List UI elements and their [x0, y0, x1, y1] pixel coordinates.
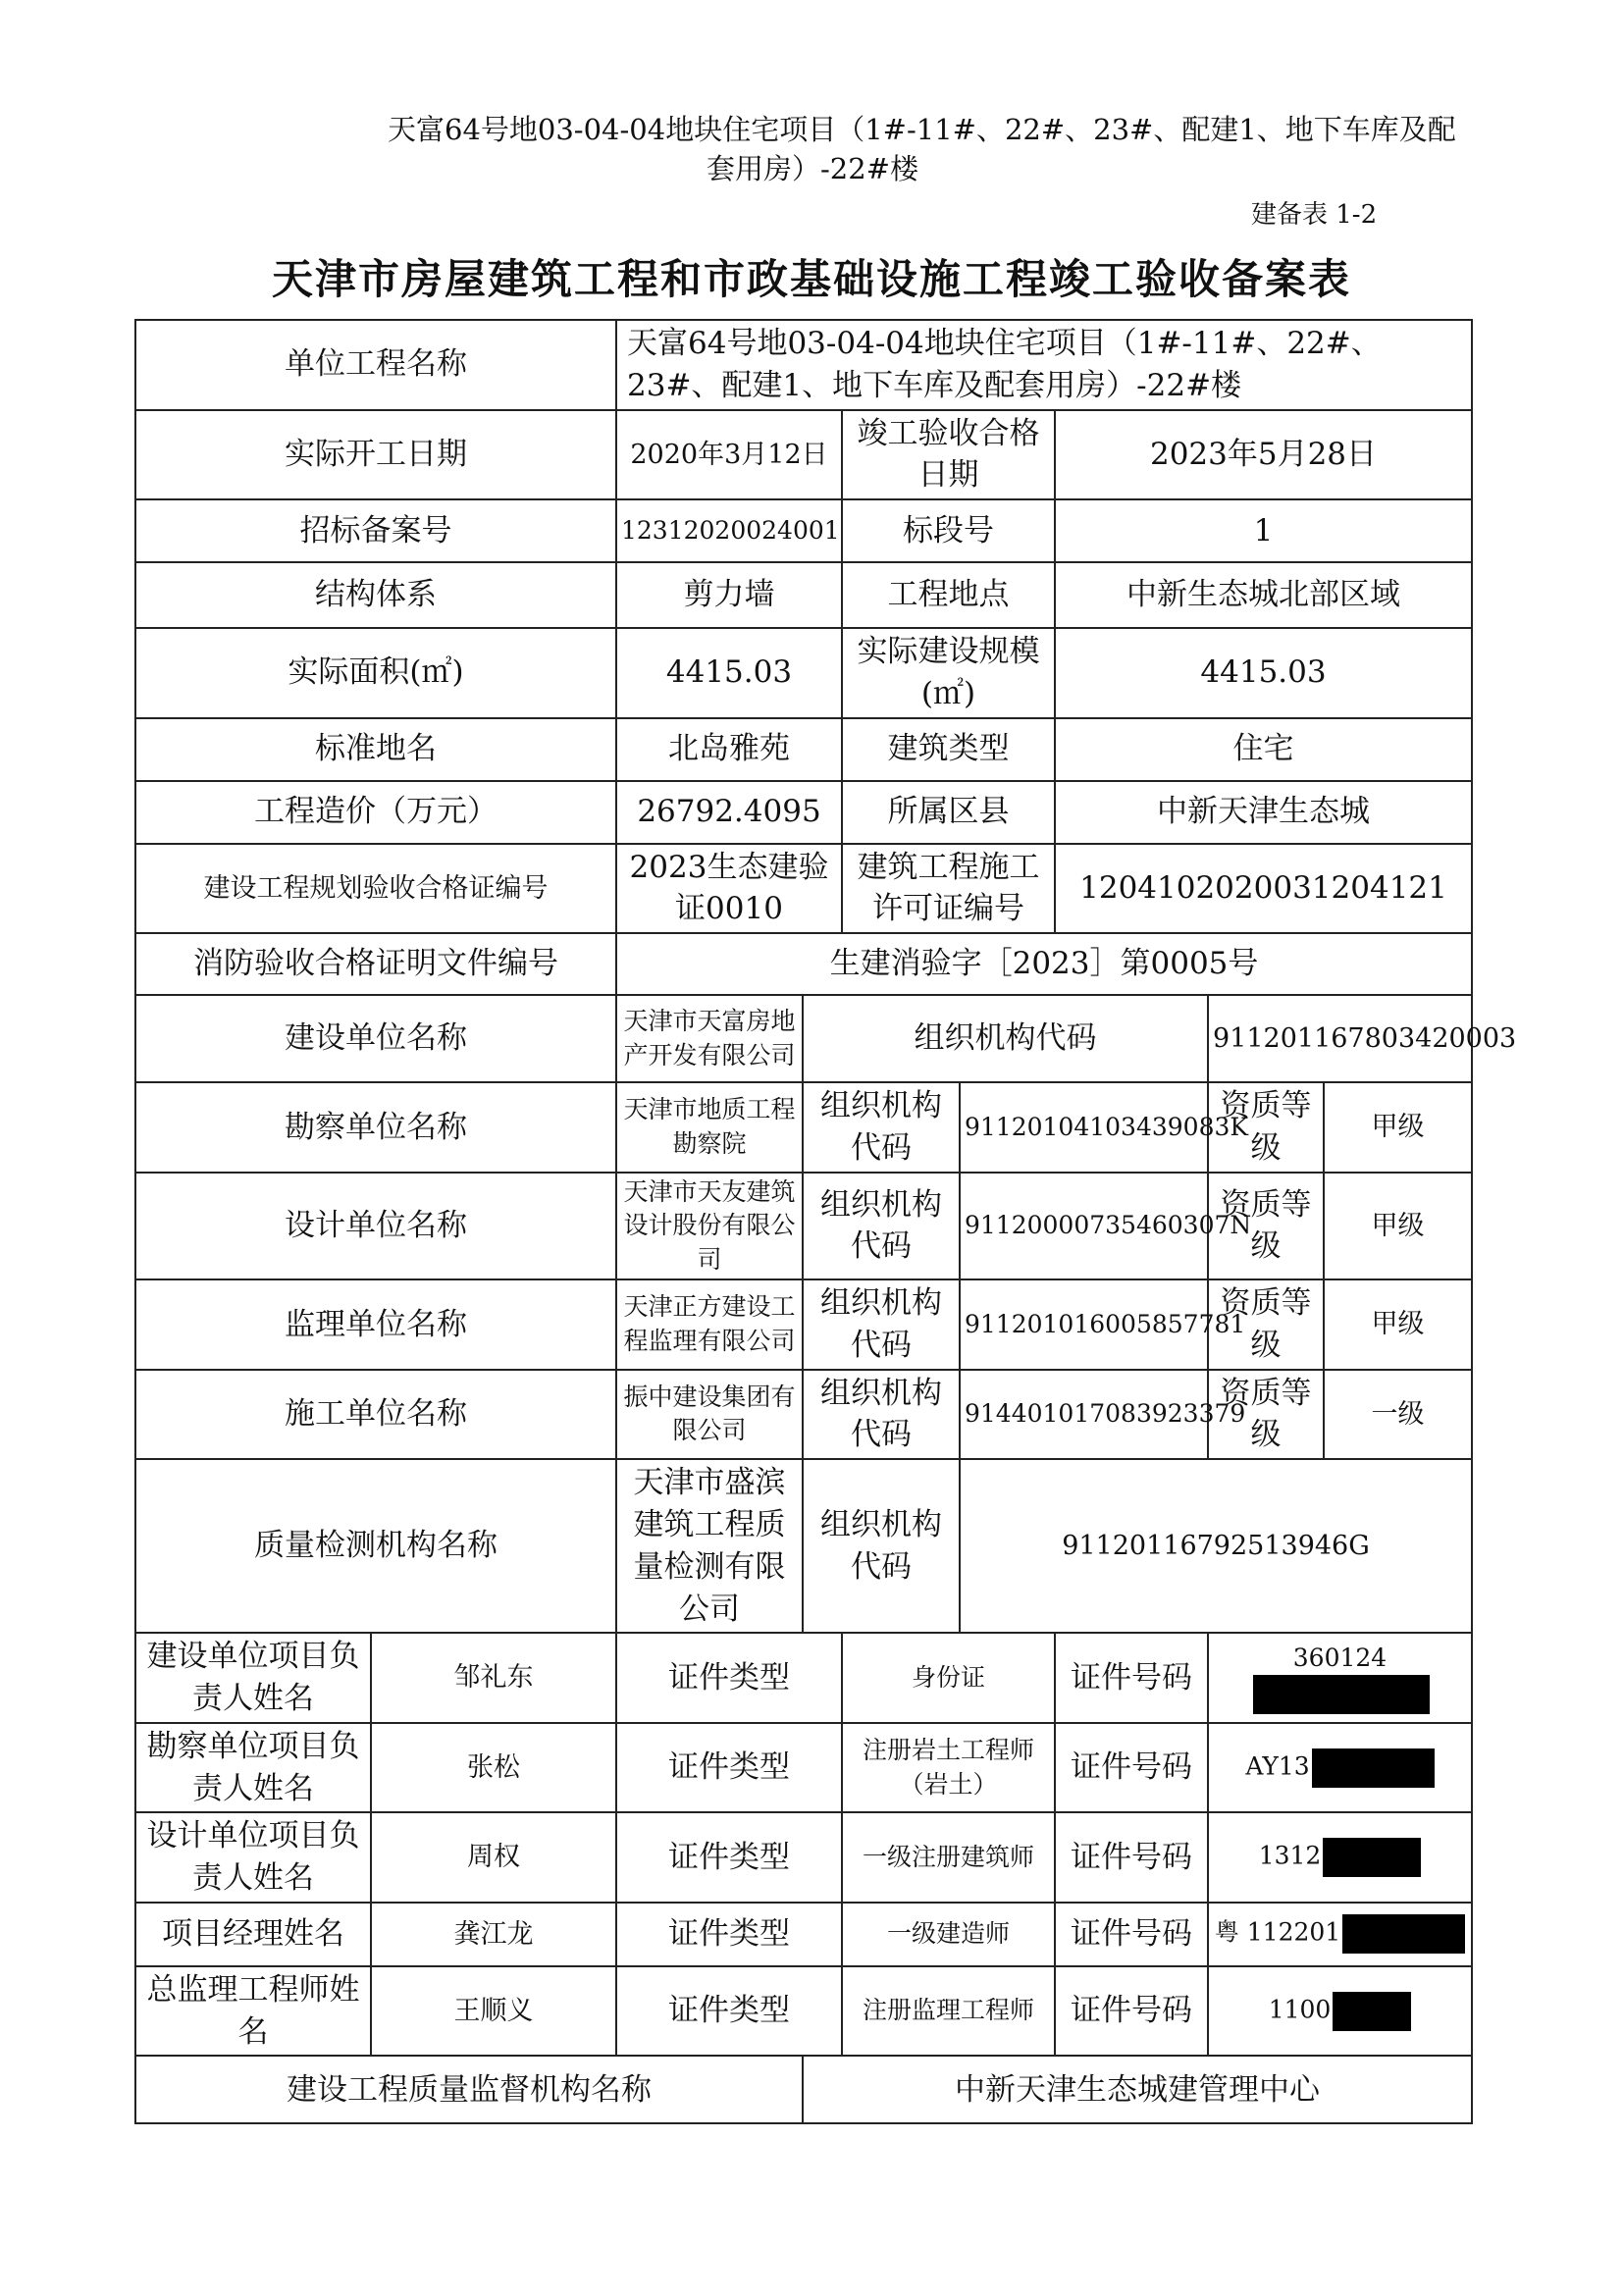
place-name-label: 标准地名: [135, 718, 616, 781]
cert-type-label: 证件类型: [616, 1723, 842, 1813]
cert-type-label: 证件类型: [616, 1966, 842, 2057]
cert-no-label: 证件号码: [1055, 1723, 1208, 1813]
survey-qual: 甲级: [1324, 1082, 1472, 1173]
row-project-name: [135, 320, 1472, 410]
row-fire: [135, 933, 1472, 995]
person-cert-no-cell: [1208, 1633, 1472, 1723]
person-cert-no-cell: [1208, 1812, 1472, 1903]
supervisor-qual-label: 资质等级: [1208, 1279, 1324, 1370]
constructor-label: 施工单位名称: [135, 1370, 616, 1460]
builder-code-label: 组织机构代码: [803, 995, 1208, 1082]
start-date-label: 实际开工日期: [135, 410, 616, 500]
cert-type-label: 证件类型: [616, 1903, 842, 1966]
person-role: 设计单位项目负责人姓名: [135, 1812, 371, 1903]
supervisor-label: 监理单位名称: [135, 1279, 616, 1370]
project-name-label: 单位工程名称: [135, 320, 616, 410]
place-name-value: 北岛雅苑: [616, 718, 842, 781]
project-header-line-2: 套用房）-22#楼: [707, 152, 918, 185]
design-qual-label: 资质等级: [1208, 1173, 1324, 1280]
redaction-bar: [1323, 1838, 1421, 1877]
row-planning: [135, 844, 1472, 934]
cert-no-label: 证件号码: [1055, 1812, 1208, 1903]
permit-label: 建筑工程施工许可证编号: [842, 844, 1055, 934]
supervision-value: 中新天津生态城建管理中心: [803, 2056, 1472, 2123]
person-cert-no: 1312: [1258, 1841, 1322, 1870]
cost-value: 26792.4095: [616, 781, 842, 844]
person-cert-no: 360124: [1292, 1643, 1387, 1672]
redaction-bar: [1253, 1675, 1430, 1714]
scale-label: 实际建设规模(㎡): [842, 628, 1055, 718]
testing-label: 质量检测机构名称: [135, 1459, 616, 1633]
cert-no-label: 证件号码: [1055, 1633, 1208, 1723]
form-number: 建备表 1-2: [1251, 200, 1378, 230]
person-cert-type: 一级注册建筑师: [842, 1812, 1055, 1903]
person-cert-type: 身份证: [842, 1633, 1055, 1723]
cert-type-label: 证件类型: [616, 1812, 842, 1903]
structure-value: 剪力墙: [616, 562, 842, 628]
row-place: [135, 718, 1472, 781]
person-row: [135, 1903, 1472, 1966]
accept-date-label: 竣工验收合格日期: [842, 410, 1055, 500]
bid-no-value: 12312020024001: [616, 499, 842, 562]
row-supervision: [135, 2056, 1472, 2123]
row-structure: [135, 562, 1472, 628]
survey-qual-label: 资质等级: [1208, 1082, 1324, 1173]
person-cert-type: 注册岩土工程师（岩土）: [842, 1723, 1055, 1813]
person-row: [135, 1812, 1472, 1903]
design-qual: 甲级: [1324, 1173, 1472, 1280]
constructor-name: 振中建设集团有限公司: [616, 1370, 803, 1460]
location-value: 中新生态城北部区域: [1055, 562, 1472, 628]
structure-label: 结构体系: [135, 562, 616, 628]
planning-cert-value: 2023生态建验证0010: [616, 844, 842, 934]
building-type-value: 住宅: [1055, 718, 1472, 781]
person-cert-no-cell: [1208, 1903, 1472, 1966]
survey-label: 勘察单位名称: [135, 1082, 616, 1173]
person-cert-no: AY13: [1245, 1751, 1310, 1781]
person-name: 龚江龙: [371, 1903, 616, 1966]
cost-label: 工程造价（万元）: [135, 781, 616, 844]
supervisor-name: 天津正方建设工程监理有限公司: [616, 1279, 803, 1370]
row-supervisor: [135, 1279, 1472, 1370]
accept-date-value: 2023年5月28日: [1055, 410, 1472, 500]
person-name: 周权: [371, 1812, 616, 1903]
supervisor-qual: 甲级: [1324, 1279, 1472, 1370]
design-code: 91120000735460307N: [960, 1173, 1208, 1280]
area-label: 实际面积(㎡): [135, 628, 616, 718]
section-label: 标段号: [842, 499, 1055, 562]
project-name-value: 天富64号地03-04-04地块住宅项目（1#-11#、22#、23#、配建1、地下车库及配套用房）-22#楼: [616, 320, 1472, 410]
cert-no-label: 证件号码: [1055, 1903, 1208, 1966]
builder-code: 911201167803420003: [1208, 995, 1472, 1082]
person-name: 邹礼东: [371, 1633, 616, 1723]
person-row: [135, 1633, 1472, 1723]
survey-name: 天津市地质工程勘察院: [616, 1082, 803, 1173]
redaction-bar: [1333, 1992, 1411, 2031]
person-row: [135, 1723, 1472, 1813]
row-testing: [135, 1459, 1472, 1633]
row-bid: [135, 499, 1472, 562]
constructor-qual: 一级: [1324, 1370, 1472, 1460]
testing-code-label: 组织机构代码: [803, 1459, 960, 1633]
builder-label: 建设单位名称: [135, 995, 616, 1082]
person-cert-no-cell: [1208, 1966, 1472, 2057]
project-header-line-1: 天富64号地03-04-04地块住宅项目（1#-11#、22#、23#、配建1、地下车库及配: [388, 113, 1456, 146]
page-title: 天津市房屋建筑工程和市政基础设施工程竣工验收备案表: [271, 255, 1351, 303]
constructor-code-label: 组织机构代码: [803, 1370, 960, 1460]
person-role: 勘察单位项目负责人姓名: [135, 1723, 371, 1813]
scale-value: 4415.03: [1055, 628, 1472, 718]
location-label: 工程地点: [842, 562, 1055, 628]
person-cert-no: 1100: [1268, 1995, 1332, 2024]
row-survey: [135, 1082, 1472, 1173]
row-cost: [135, 781, 1472, 844]
survey-code-label: 组织机构代码: [803, 1082, 960, 1173]
person-role: 总监理工程师姓名: [135, 1966, 371, 2057]
fire-label: 消防验收合格证明文件编号: [135, 933, 616, 995]
start-date-value: 2020年3月12日: [616, 410, 842, 500]
planning-cert-label: 建设工程规划验收合格证编号: [135, 844, 616, 934]
person-name: 王顺义: [371, 1966, 616, 2057]
design-name: 天津市天友建筑设计股份有限公司: [616, 1173, 803, 1280]
person-row: [135, 1966, 1472, 2057]
supervisor-code-label: 组织机构代码: [803, 1279, 960, 1370]
person-role: 建设单位项目负责人姓名: [135, 1633, 371, 1723]
constructor-qual-label: 资质等级: [1208, 1370, 1324, 1460]
design-label: 设计单位名称: [135, 1173, 616, 1280]
person-cert-type: 一级建造师: [842, 1903, 1055, 1966]
row-dates: [135, 410, 1472, 500]
row-builder: [135, 995, 1472, 1082]
person-name: 张松: [371, 1723, 616, 1813]
constructor-code: 914401017083923379: [960, 1370, 1208, 1460]
district-label: 所属区县: [842, 781, 1055, 844]
row-design: [135, 1173, 1472, 1280]
redaction-bar: [1342, 1914, 1465, 1954]
builder-name: 天津市天富房地产开发有限公司: [616, 995, 803, 1082]
person-cert-type: 注册监理工程师: [842, 1966, 1055, 2057]
supervision-label: 建设工程质量监督机构名称: [135, 2056, 803, 2123]
acceptance-record-form: [134, 319, 1517, 2124]
section-value: 1: [1055, 499, 1472, 562]
bid-no-label: 招标备案号: [135, 499, 616, 562]
person-cert-no: 粤 112201: [1214, 1917, 1341, 1947]
building-type-label: 建筑类型: [842, 718, 1055, 781]
cert-no-label: 证件号码: [1055, 1966, 1208, 2057]
row-area: [135, 628, 1472, 718]
design-code-label: 组织机构代码: [803, 1173, 960, 1280]
testing-code: 91120116792513946G: [960, 1459, 1472, 1633]
testing-name: 天津市盛滨建筑工程质量检测有限公司: [616, 1459, 803, 1633]
person-cert-no-cell: [1208, 1723, 1472, 1813]
district-value: 中新天津生态城: [1055, 781, 1472, 844]
supervisor-code: 911201016005857781: [960, 1279, 1208, 1370]
fire-value: 生建消验字［2023］第0005号: [616, 933, 1472, 995]
survey-code: 91120104103439083K: [960, 1082, 1208, 1173]
cert-type-label: 证件类型: [616, 1633, 842, 1723]
person-role: 项目经理姓名: [135, 1903, 371, 1966]
area-value: 4415.03: [616, 628, 842, 718]
row-constructor: [135, 1370, 1472, 1460]
redaction-bar: [1312, 1748, 1435, 1788]
permit-value: 12041020200312041​21: [1055, 844, 1472, 934]
